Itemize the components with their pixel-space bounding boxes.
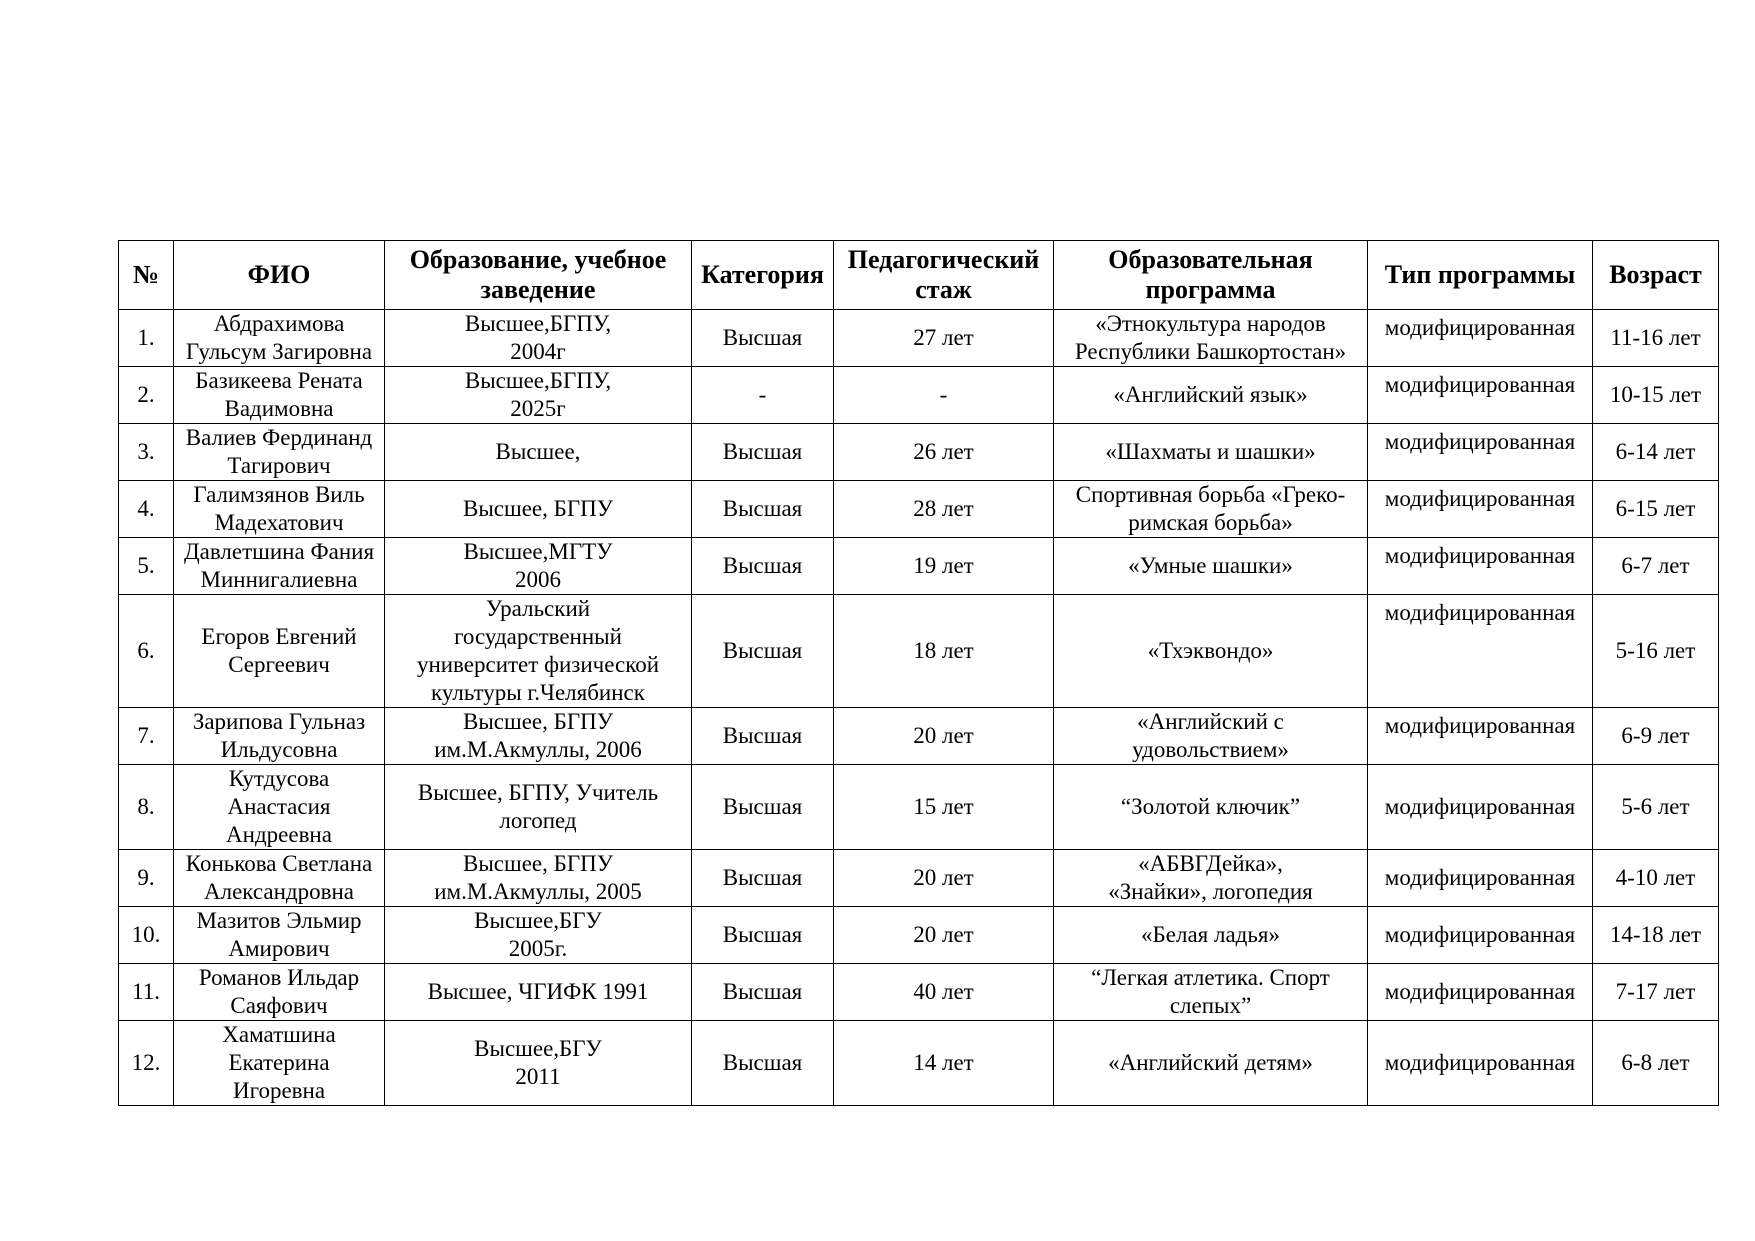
cell-num: 9. bbox=[119, 850, 174, 907]
cell-education: Высшее, БГПУ им.М.Акмуллы, 2006 bbox=[385, 708, 692, 765]
table-row bbox=[119, 538, 1719, 595]
cell-age: 7-17 лет bbox=[1593, 964, 1719, 1021]
cell-age: 6-7 лет bbox=[1593, 538, 1719, 595]
cell-program: “Золотой ключик” bbox=[1054, 765, 1368, 850]
cell-num: 10. bbox=[119, 907, 174, 964]
table-row bbox=[119, 367, 1719, 424]
cell-fio: Зарипова Гульназ Ильдусовна bbox=[174, 708, 385, 765]
cell-program-type: модифицированная bbox=[1368, 424, 1593, 481]
table-row bbox=[119, 964, 1719, 1021]
cell-category: Высшая bbox=[692, 964, 834, 1021]
header-category: Категория bbox=[692, 241, 834, 310]
cell-program: «Английский язык» bbox=[1054, 367, 1368, 424]
cell-category: Высшая bbox=[692, 481, 834, 538]
cell-fio: Мазитов Эльмир Амирович bbox=[174, 907, 385, 964]
cell-num: 5. bbox=[119, 538, 174, 595]
cell-fio: Галимзянов Виль Мадехатович bbox=[174, 481, 385, 538]
cell-num: 1. bbox=[119, 310, 174, 367]
header-fio: ФИО bbox=[174, 241, 385, 310]
table-row bbox=[119, 850, 1719, 907]
header-program-type: Тип программы bbox=[1368, 241, 1593, 310]
cell-num: 3. bbox=[119, 424, 174, 481]
cell-category: - bbox=[692, 367, 834, 424]
cell-education: Высшее, ЧГИФК 1991 bbox=[385, 964, 692, 1021]
cell-experience: 20 лет bbox=[834, 850, 1054, 907]
cell-program: «АБВГДейка», «Знайки», логопедия bbox=[1054, 850, 1368, 907]
cell-education: Высшее, БГПУ bbox=[385, 481, 692, 538]
cell-experience: 27 лет bbox=[834, 310, 1054, 367]
cell-experience: 26 лет bbox=[834, 424, 1054, 481]
table-row bbox=[119, 1021, 1719, 1106]
cell-education: Уральский государственный университет физической культуры г.Челябинск bbox=[385, 595, 692, 708]
cell-program-type: модифицированная bbox=[1368, 708, 1593, 765]
cell-program-type: модифицированная bbox=[1368, 595, 1593, 708]
cell-experience: 40 лет bbox=[834, 964, 1054, 1021]
header-experience: Педагогический стаж bbox=[834, 241, 1054, 310]
table-row bbox=[119, 481, 1719, 538]
cell-experience: 15 лет bbox=[834, 765, 1054, 850]
cell-program: Спортивная борьба «Греко- римская борьба» bbox=[1054, 481, 1368, 538]
table-row bbox=[119, 765, 1719, 850]
cell-fio: Давлетшина Фания Миннигалиевна bbox=[174, 538, 385, 595]
table-row bbox=[119, 310, 1719, 367]
cell-program-type: модифицированная bbox=[1368, 964, 1593, 1021]
cell-fio: Валиев Фердинанд Тагирович bbox=[174, 424, 385, 481]
cell-program: «Белая ладья» bbox=[1054, 907, 1368, 964]
cell-num: 2. bbox=[119, 367, 174, 424]
cell-category: Высшая bbox=[692, 538, 834, 595]
table-header-row bbox=[119, 241, 1719, 310]
cell-education: Высшее,БГУ 2005г. bbox=[385, 907, 692, 964]
cell-program-type: модифицированная bbox=[1368, 481, 1593, 538]
cell-category: Высшая bbox=[692, 424, 834, 481]
cell-age: 14-18 лет bbox=[1593, 907, 1719, 964]
cell-experience: - bbox=[834, 367, 1054, 424]
cell-age: 6-15 лет bbox=[1593, 481, 1719, 538]
cell-program-type: модифицированная bbox=[1368, 538, 1593, 595]
cell-category: Высшая bbox=[692, 765, 834, 850]
cell-fio: Базикеева Рената Вадимовна bbox=[174, 367, 385, 424]
cell-num: 6. bbox=[119, 595, 174, 708]
cell-age: 10-15 лет bbox=[1593, 367, 1719, 424]
cell-program: «Умные шашки» bbox=[1054, 538, 1368, 595]
cell-experience: 14 лет bbox=[834, 1021, 1054, 1106]
cell-num: 11. bbox=[119, 964, 174, 1021]
cell-experience: 28 лет bbox=[834, 481, 1054, 538]
cell-program: “Легкая атлетика. Спорт слепых” bbox=[1054, 964, 1368, 1021]
cell-fio: Хаматшина Екатерина Игоревна bbox=[174, 1021, 385, 1106]
table-row bbox=[119, 424, 1719, 481]
cell-category: Высшая bbox=[692, 850, 834, 907]
header-education: Образование, учебное заведение bbox=[385, 241, 692, 310]
cell-program-type: модифицированная bbox=[1368, 1021, 1593, 1106]
cell-age: 6-14 лет bbox=[1593, 424, 1719, 481]
cell-program: «Шахматы и шашки» bbox=[1054, 424, 1368, 481]
cell-experience: 18 лет bbox=[834, 595, 1054, 708]
cell-num: 4. bbox=[119, 481, 174, 538]
header-age: Возраст bbox=[1593, 241, 1719, 310]
table-row bbox=[119, 708, 1719, 765]
cell-program-type: модифицированная bbox=[1368, 850, 1593, 907]
cell-fio: Романов Ильдар Саяфович bbox=[174, 964, 385, 1021]
cell-age: 4-10 лет bbox=[1593, 850, 1719, 907]
cell-age: 5-6 лет bbox=[1593, 765, 1719, 850]
cell-fio: Абдрахимова Гульсум Загировна bbox=[174, 310, 385, 367]
cell-education: Высшее, БГПУ, Учитель логопед bbox=[385, 765, 692, 850]
cell-education: Высшее,БГПУ, 2025г bbox=[385, 367, 692, 424]
cell-category: Высшая bbox=[692, 310, 834, 367]
cell-program: «Тхэквондо» bbox=[1054, 595, 1368, 708]
header-num: № bbox=[119, 241, 174, 310]
cell-program-type: модифицированная bbox=[1368, 310, 1593, 367]
cell-education: Высшее,МГТУ 2006 bbox=[385, 538, 692, 595]
cell-age: 6-8 лет bbox=[1593, 1021, 1719, 1106]
cell-num: 7. bbox=[119, 708, 174, 765]
cell-fio: Егоров Евгений Сергеевич bbox=[174, 595, 385, 708]
header-program: Образовательная программа bbox=[1054, 241, 1368, 310]
cell-education: Высшее, БГПУ им.М.Акмуллы, 2005 bbox=[385, 850, 692, 907]
cell-category: Высшая bbox=[692, 1021, 834, 1106]
cell-experience: 20 лет bbox=[834, 907, 1054, 964]
staff-table bbox=[118, 240, 1719, 1106]
table-row bbox=[119, 907, 1719, 964]
cell-category: Высшая bbox=[692, 708, 834, 765]
cell-program-type: модифицированная bbox=[1368, 367, 1593, 424]
cell-age: 11-16 лет bbox=[1593, 310, 1719, 367]
cell-program-type: модифицированная bbox=[1368, 765, 1593, 850]
cell-category: Высшая bbox=[692, 595, 834, 708]
table-body bbox=[119, 310, 1719, 1106]
cell-category: Высшая bbox=[692, 907, 834, 964]
cell-education: Высшее, bbox=[385, 424, 692, 481]
cell-education: Высшее,БГУ 2011 bbox=[385, 1021, 692, 1106]
cell-experience: 19 лет bbox=[834, 538, 1054, 595]
cell-num: 8. bbox=[119, 765, 174, 850]
cell-experience: 20 лет bbox=[834, 708, 1054, 765]
cell-program: «Английский с удовольствием» bbox=[1054, 708, 1368, 765]
cell-education: Высшее,БГПУ, 2004г bbox=[385, 310, 692, 367]
cell-program-type: модифицированная bbox=[1368, 907, 1593, 964]
cell-age: 5-16 лет bbox=[1593, 595, 1719, 708]
cell-fio: Кутдусова Анастасия Андреевна bbox=[174, 765, 385, 850]
cell-program: «Английский детям» bbox=[1054, 1021, 1368, 1106]
cell-program: «Этнокультура народов Республики Башкортостан» bbox=[1054, 310, 1368, 367]
cell-age: 6-9 лет bbox=[1593, 708, 1719, 765]
cell-fio: Конькова Светлана Александровна bbox=[174, 850, 385, 907]
cell-num: 12. bbox=[119, 1021, 174, 1106]
table-row bbox=[119, 595, 1719, 708]
